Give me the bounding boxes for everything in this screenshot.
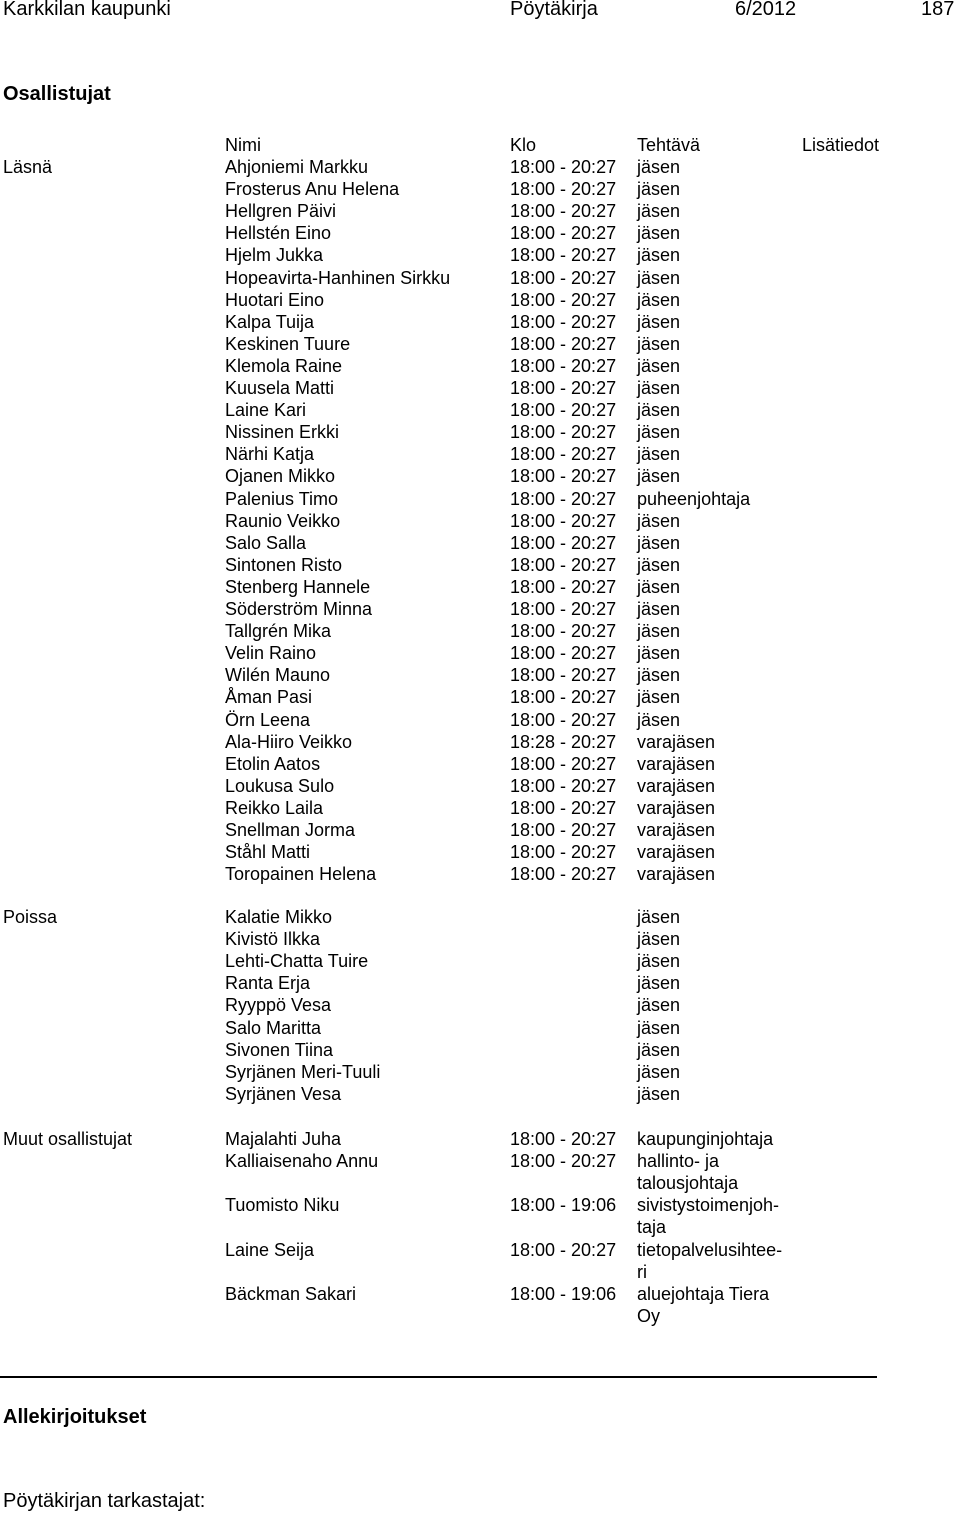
- participant-name: Bäckman Sakari: [225, 1284, 357, 1304]
- participant-name: Salo Salla: [225, 533, 307, 553]
- participant-name: Närhi Katja: [225, 444, 315, 464]
- participant-time: 18:00 - 20:27: [510, 157, 617, 177]
- participant-time: 18:00 - 20:27: [510, 179, 617, 199]
- participant-time: 18:00 - 20:27: [510, 378, 617, 398]
- participant-role: jäsen: [637, 179, 681, 199]
- participant-role: taja: [637, 1217, 667, 1237]
- participant-role: tietopalvelusihtee-: [637, 1240, 783, 1260]
- signatures-title: Allekirjoitukset: [3, 1406, 147, 1428]
- participant-role: jäsen: [637, 1040, 681, 1060]
- participant-role: talousjohtaja: [637, 1173, 739, 1193]
- participant-role: jäsen: [637, 444, 681, 464]
- participant-name: Frosterus Anu Helena: [225, 179, 400, 199]
- participant-name: Etolin Aatos: [225, 754, 321, 774]
- participant-time: 18:28 - 20:27: [510, 732, 617, 752]
- participant-name: Raunio Veikko: [225, 511, 341, 531]
- group-label: Läsnä: [3, 157, 53, 177]
- participant-time: 18:00 - 20:27: [510, 245, 617, 265]
- participant-role: jäsen: [637, 400, 681, 420]
- participant-role: jäsen: [637, 951, 681, 971]
- participant-time: 18:00 - 20:27: [510, 466, 617, 486]
- participant-time: 18:00 - 20:27: [510, 1240, 617, 1260]
- participant-time: 18:00 - 20:27: [510, 555, 617, 575]
- participant-role: jäsen: [637, 643, 681, 663]
- participant-name: Hellstén Eino: [225, 223, 332, 243]
- participant-role: jäsen: [637, 356, 681, 376]
- participant-name: Salo Maritta: [225, 1018, 322, 1038]
- participant-time: 18:00 - 20:27: [510, 489, 617, 509]
- participant-role: jäsen: [637, 157, 681, 177]
- column-header-role: Tehtävä: [637, 135, 701, 155]
- participant-role: varajäsen: [637, 820, 716, 840]
- participant-name: Ala-Hiiro Veikko: [225, 732, 353, 752]
- participant-time: 18:00 - 20:27: [510, 754, 617, 774]
- participant-time: 18:00 - 20:27: [510, 1129, 617, 1149]
- participant-role: varajäsen: [637, 842, 716, 862]
- participant-name: Snellman Jorma: [225, 820, 356, 840]
- participant-role: varajäsen: [637, 864, 716, 884]
- participant-name: Kalpa Tuija: [225, 312, 315, 332]
- participant-name: Laine Seija: [225, 1240, 315, 1260]
- participant-name: Ståhl Matti: [225, 842, 311, 862]
- participant-name: Loukusa Sulo: [225, 776, 335, 796]
- column-header-time: Klo: [510, 135, 537, 155]
- participant-time: 18:00 - 19:06: [510, 1195, 617, 1215]
- examiners-label: Pöytäkirjan tarkastajat:: [3, 1490, 206, 1512]
- participant-time: 18:00 - 20:27: [510, 312, 617, 332]
- participant-role: jäsen: [637, 1018, 681, 1038]
- participant-role: jäsen: [637, 1062, 681, 1082]
- participant-role: jäsen: [637, 245, 681, 265]
- participant-time: 18:00 - 20:27: [510, 400, 617, 420]
- participant-role: jäsen: [637, 290, 681, 310]
- participant-role: sivistystoimenjoh-: [637, 1195, 780, 1215]
- participant-role: jäsen: [637, 466, 681, 486]
- participant-name: Hopeavirta-Hanhinen Sirkku: [225, 268, 451, 288]
- participant-time: 18:00 - 20:27: [510, 223, 617, 243]
- participant-role: hallinto- ja: [637, 1151, 720, 1171]
- participant-name: Majalahti Juha: [225, 1129, 342, 1149]
- participant-time: 18:00 - 20:27: [510, 864, 617, 884]
- participant-role: jäsen: [637, 995, 681, 1015]
- participant-role: jäsen: [637, 621, 681, 641]
- participant-role: varajäsen: [637, 754, 716, 774]
- participant-role: jäsen: [637, 223, 681, 243]
- participant-role: varajäsen: [637, 776, 716, 796]
- participant-role: varajäsen: [637, 798, 716, 818]
- participant-time: 18:00 - 20:27: [510, 776, 617, 796]
- participant-time: 18:00 - 20:27: [510, 356, 617, 376]
- participant-name: Lehti-Chatta Tuire: [225, 951, 369, 971]
- header-organization: Karkkilan kaupunki: [3, 0, 171, 20]
- group-label: Poissa: [3, 907, 58, 927]
- participant-name: Syrjänen Vesa: [225, 1084, 342, 1104]
- participant-role: aluejohtaja Tiera: [637, 1284, 770, 1304]
- header-doc-type: Pöytäkirja: [510, 0, 598, 20]
- participant-role: varajäsen: [637, 732, 716, 752]
- participant-name: Laine Kari: [225, 400, 307, 420]
- participant-time: 18:00 - 20:27: [510, 334, 617, 354]
- participant-time: 18:00 - 20:27: [510, 820, 617, 840]
- participant-name: Toropainen Helena: [225, 864, 377, 884]
- participant-role: jäsen: [637, 555, 681, 575]
- participant-role: jäsen: [637, 599, 681, 619]
- participant-name: Sintonen Risto: [225, 555, 343, 575]
- participant-time: 18:00 - 20:27: [510, 201, 617, 221]
- participant-role: jäsen: [637, 710, 681, 730]
- participant-role: jäsen: [637, 929, 681, 949]
- participant-name: Söderström Minna: [225, 599, 373, 619]
- header-page-number: 187: [921, 0, 955, 20]
- separator-line: [0, 1376, 877, 1378]
- participant-role: kaupunginjohtaja: [637, 1129, 774, 1149]
- participant-name: Nissinen Erkki: [225, 422, 340, 442]
- participant-name: Örn Leena: [225, 710, 311, 730]
- participant-role: Oy: [637, 1306, 661, 1326]
- participant-name: Kalatie Mikko: [225, 907, 333, 927]
- participant-name: Reikko Laila: [225, 798, 324, 818]
- participant-role: jäsen: [637, 334, 681, 354]
- participant-role: ri: [637, 1262, 647, 1282]
- participant-time: 18:00 - 20:27: [510, 687, 617, 707]
- participant-time: 18:00 - 20:27: [510, 290, 617, 310]
- participant-name: Kivistö Ilkka: [225, 929, 321, 949]
- participant-name: Kalliaisenaho Annu: [225, 1151, 379, 1171]
- participant-name: Hjelm Jukka: [225, 245, 324, 265]
- participant-role: puheenjohtaja: [637, 489, 751, 509]
- participant-name: Ahjoniemi Markku: [225, 157, 369, 177]
- participant-name: Velin Raino: [225, 643, 317, 663]
- participant-name: Ojanen Mikko: [225, 466, 336, 486]
- participant-role: jäsen: [637, 1084, 681, 1104]
- participant-role: jäsen: [637, 511, 681, 531]
- participant-role: jäsen: [637, 268, 681, 288]
- participant-role: jäsen: [637, 973, 681, 993]
- header-doc-number: 6/2012: [735, 0, 797, 20]
- participant-name: Stenberg Hannele: [225, 577, 371, 597]
- participant-time: 18:00 - 20:27: [510, 533, 617, 553]
- participant-name: Åman Pasi: [225, 687, 313, 707]
- participant-time: 18:00 - 20:27: [510, 511, 617, 531]
- participant-time: 18:00 - 20:27: [510, 268, 617, 288]
- participant-name: Ranta Erja: [225, 973, 311, 993]
- participant-time: 18:00 - 20:27: [510, 643, 617, 663]
- column-header-name: Nimi: [225, 135, 261, 155]
- participant-name: Hellgren Päivi: [225, 201, 337, 221]
- participant-name: Keskinen Tuure: [225, 334, 351, 354]
- participants-title: Osallistujat: [3, 83, 111, 105]
- participant-time: 18:00 - 20:27: [510, 621, 617, 641]
- participant-role: jäsen: [637, 665, 681, 685]
- participant-time: 18:00 - 20:27: [510, 798, 617, 818]
- participant-name: Huotari Eino: [225, 290, 325, 310]
- participant-role: jäsen: [637, 201, 681, 221]
- participant-time: 18:00 - 20:27: [510, 1151, 617, 1171]
- participant-role: jäsen: [637, 378, 681, 398]
- participant-time: 18:00 - 20:27: [510, 842, 617, 862]
- column-header-info: Lisätiedot: [802, 135, 880, 155]
- participant-name: Tallgrén Mika: [225, 621, 332, 641]
- participant-time: 18:00 - 20:27: [510, 665, 617, 685]
- participant-time: 18:00 - 20:27: [510, 422, 617, 442]
- participant-time: 18:00 - 20:27: [510, 577, 617, 597]
- participant-time: 18:00 - 20:27: [510, 444, 617, 464]
- participant-name: Wilén Mauno: [225, 665, 331, 685]
- participant-role: jäsen: [637, 907, 681, 927]
- participant-role: jäsen: [637, 312, 681, 332]
- group-label: Muut osallistujat: [3, 1129, 133, 1149]
- participant-time: 18:00 - 20:27: [510, 710, 617, 730]
- participant-role: jäsen: [637, 687, 681, 707]
- participant-role: jäsen: [637, 533, 681, 553]
- participant-name: Klemola Raine: [225, 356, 343, 376]
- participant-name: Palenius Timo: [225, 489, 339, 509]
- participant-name: Sivonen Tiina: [225, 1040, 334, 1060]
- participant-role: jäsen: [637, 422, 681, 442]
- participant-name: Syrjänen Meri-Tuuli: [225, 1062, 381, 1082]
- participant-role: jäsen: [637, 577, 681, 597]
- participant-name: Ryyppö Vesa: [225, 995, 332, 1015]
- participant-name: Tuomisto Niku: [225, 1195, 340, 1215]
- participant-time: 18:00 - 20:27: [510, 599, 617, 619]
- participant-time: 18:00 - 19:06: [510, 1284, 617, 1304]
- participant-name: Kuusela Matti: [225, 378, 335, 398]
